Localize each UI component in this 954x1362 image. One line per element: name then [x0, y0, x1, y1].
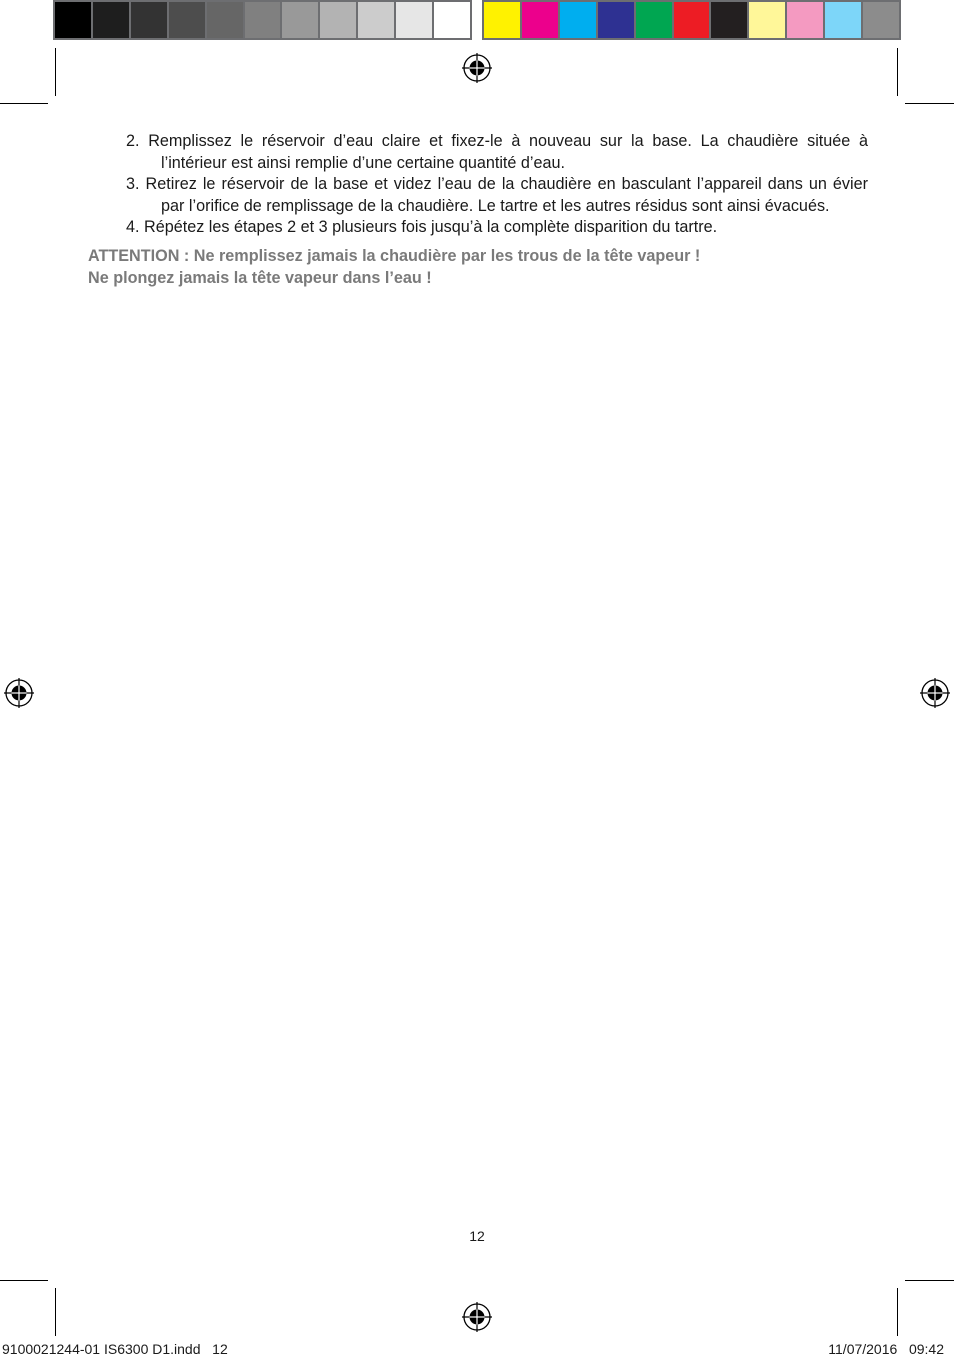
crop-mark	[897, 48, 898, 96]
process-swatch	[560, 2, 596, 38]
gray-swatch	[434, 2, 470, 38]
gray-swatch	[282, 2, 318, 38]
process-swatch	[636, 2, 672, 38]
crop-mark	[905, 1280, 954, 1281]
process-swatch	[674, 2, 710, 38]
crop-mark	[905, 103, 954, 104]
gray-swatch	[245, 2, 281, 38]
page-number: 12	[469, 1228, 485, 1244]
process-swatch	[825, 2, 861, 38]
crop-mark	[0, 103, 48, 104]
attention-line-1: ATTENTION : Ne remplissez jamais la chaudière par les trous de la tête vapeur !	[88, 246, 701, 265]
slug-date-time: 11/07/2016 09:42	[828, 1341, 944, 1357]
attention-warning	[88, 245, 868, 289]
process-color-bar	[482, 0, 901, 40]
crop-mark	[897, 1288, 898, 1336]
process-swatch	[711, 2, 747, 38]
step-4: 4. Répétez les étapes 2 et 3 plusieurs fois jusqu’à la complète disparition du tartre.	[126, 218, 718, 236]
grayscale-color-bar	[53, 0, 472, 40]
registration-mark-icon	[920, 678, 950, 708]
process-swatch	[484, 2, 520, 38]
step-3: 3. Retirez le réservoir de la base et videz l’eau de la chaudière en basculant l’appareil dans un évier par l’orifice de remplissage de la chaudière. Le tartre et les autres résidus sont ainsi évacués.	[126, 175, 868, 215]
process-swatch	[863, 2, 899, 38]
crop-mark	[0, 1280, 48, 1281]
process-swatch	[749, 2, 785, 38]
process-swatch	[522, 2, 558, 38]
gray-swatch	[169, 2, 205, 38]
registration-mark-icon	[462, 1302, 492, 1332]
gray-swatch	[320, 2, 356, 38]
crop-mark	[55, 1288, 56, 1336]
gray-swatch	[396, 2, 432, 38]
process-swatch	[787, 2, 823, 38]
gray-swatch	[358, 2, 394, 38]
slug-file-info: 9100021244-01 IS6300 D1.indd 12	[2, 1341, 228, 1357]
registration-mark-icon	[4, 678, 34, 708]
process-swatch	[598, 2, 634, 38]
gray-swatch	[207, 2, 243, 38]
crop-mark	[55, 48, 56, 96]
attention-line-2: Ne plongez jamais la tête vapeur dans l’eau !	[88, 268, 432, 287]
registration-mark-icon	[462, 53, 492, 83]
instruction-text	[88, 131, 868, 289]
gray-swatch	[55, 2, 91, 38]
gray-swatch	[131, 2, 167, 38]
step-2: 2. Remplissez le réservoir d’eau claire et fixez-le à nouveau sur la base. La chaudière située à l’intérieur est ainsi remplie d’une certaine quantité d’eau.	[126, 132, 868, 172]
gray-swatch	[93, 2, 129, 38]
